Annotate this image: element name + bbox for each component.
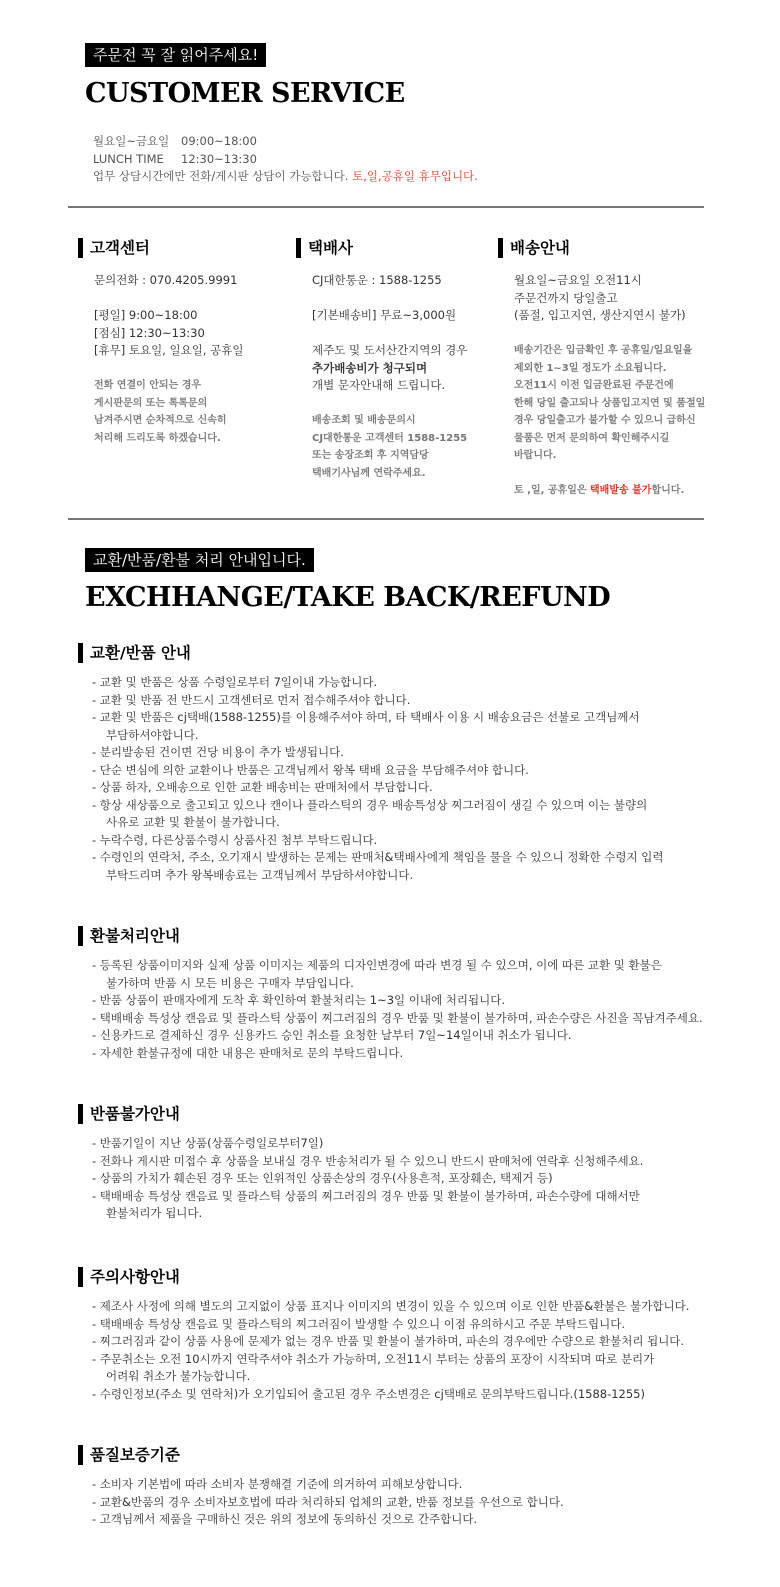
island-line: 개별 문자안내해 드립니다. <box>312 378 446 392</box>
shipping-fee: [기본배송비] 무료~3,000원 <box>312 308 457 322</box>
courier-note-line: CJ대한통운 고객센터 1588-1255 <box>312 432 468 444</box>
courier-heading: 택배사 <box>296 238 496 258</box>
center-note-line: 전화 연결이 안되는 경우 <box>94 380 202 391</box>
shipping-note-line: 배송기간은 입금확인 후 공휴일/일요일을 <box>514 345 693 356</box>
shipping-line: 주문건까지 당일출고 <box>514 290 618 305</box>
customer-center-column <box>78 238 288 447</box>
courier-company: CJ대한통운 : 1588-1255 <box>312 273 442 287</box>
list-item: - 교환 및 반품 전 반드시 고객센터로 먼저 접수해주셔야 합니다. <box>92 692 411 707</box>
list-item: 어려워 취소가 불가능합니다. <box>106 1369 251 1383</box>
list-item: 부담하셔야합니다. <box>106 727 199 742</box>
divider <box>68 518 704 520</box>
list-item: - 단순 변심에 의한 교환이나 반품은 고객님께서 왕복 택배 요금을 부담해주셔야 합니다. <box>92 762 529 777</box>
list-item: - 교환 및 반품은 cj택배(1588-1255)를 이용해주셔야 하며, 타 택배사 이용 시 배송요금은 선불로 고객님께서 <box>92 710 640 724</box>
list-item: 부탁드리며 추가 왕복배송료는 고객님께서 부담하셔야합니다. <box>106 867 414 882</box>
list-item: - 항상 새상품으로 출고되고 있으나 캔이나 플라스틱의 경우 배송특성상 찌그러짐이 생길 수 있으며 이는 불량의 <box>92 797 648 812</box>
holiday-post: 합니다. <box>651 485 685 496</box>
list-item: - 신용카드로 결제하신 경우 신용카드 승인 취소를 요청한 날부터 7일~14일이내 취소가 됩니다. <box>92 1028 572 1042</box>
hours-row-lunch <box>93 151 478 169</box>
policy-section <box>78 643 718 884</box>
policy-section <box>78 926 718 1062</box>
policy-section <box>78 1267 718 1403</box>
shipping-note-line: 물품은 먼저 문의하여 확인해주시길 <box>514 432 670 444</box>
customer-center-heading: 고객센터 <box>78 238 288 258</box>
list-item: - 주문취소는 오전 10시까지 연락주셔야 취소가 가능하며, 오전11시 부터는 상품의 포장이 시작되며 따로 분리가 <box>92 1351 655 1366</box>
section-heading: 교환/반품 안내 <box>78 643 718 663</box>
exchange-title: EXCHHANGE/TAKE BACK/REFUND <box>85 582 611 613</box>
hours-value: 09:00~18:00 <box>181 134 257 148</box>
courier-note-line: 또는 송장조회 후 지역담당 <box>312 450 429 461</box>
customer-service-title: CUSTOMER SERVICE <box>85 78 405 109</box>
business-hours <box>93 133 478 186</box>
shipping-info-column <box>498 238 738 500</box>
hours-value: 12:30~13:30 <box>181 151 257 166</box>
center-note-line: 남겨주시면 순차적으로 신속히 <box>94 415 227 426</box>
list-item: - 찌그러짐과 같이 상품 사용에 문제가 없는 경우 반품 및 환불이 불가하며, 파손의 경우에만 수량으로 환불처리 됩니다. <box>92 1334 685 1348</box>
hours-label: LUNCH TIME <box>93 151 164 166</box>
list-item: 불가하며 반품 시 모든 비용은 구매자 부담입니다. <box>106 975 354 990</box>
island-line: 제주도 및 도서산간지역의 경우 <box>312 343 468 357</box>
shipping-note-line: 제외한 1~3일 정도가 소요됩니다. <box>514 362 667 374</box>
schedule-weekday: [평일] 9:00~18:00 <box>94 308 198 322</box>
hours-label: 월요일~금요일 <box>93 134 170 148</box>
shipping-line: 월요일~금요일 오전11시 <box>514 273 642 287</box>
list-item: - 전화나 게시판 미접수 후 상품을 보내실 경우 반송처리가 될 수 있으니 반드시 판매처에 연락후 신청해주세요. <box>92 1153 644 1168</box>
courier-column <box>296 238 496 482</box>
list-item: - 택배배송 특성상 캔음료 및 플라스틱 상품이 찌그러짐의 경우 반품 및 환불이 불가하며, 파손수량은 사진을 꼭남겨주세요. <box>92 1010 703 1025</box>
section-list <box>78 1135 718 1223</box>
phone-number: 문의전화 : 070.4205.9991 <box>94 273 238 287</box>
section-list <box>78 1298 718 1403</box>
holiday-closed-text: 토,일,공휴일 휴무입니다. <box>352 169 478 183</box>
hours-row-weekday <box>93 133 478 151</box>
schedule-lunch: [점심] 12:30~13:30 <box>94 325 205 340</box>
list-item: - 제조사 사정에 의해 별도의 고지없이 상품 표지나 이미지의 변경이 있을 수 있으며 이로 인한 반품&환불은 불가합니다. <box>92 1299 690 1313</box>
shipping-line: (품절, 입고지연, 생산지연시 불가) <box>514 308 686 322</box>
policy-section <box>78 1445 718 1529</box>
island-line: 추가배송비가 청구되며 <box>312 360 428 375</box>
section-list <box>78 1476 718 1529</box>
shipping-info-heading: 배송안내 <box>498 238 738 258</box>
courier-note-line: 택배기사님께 연락주세요. <box>312 467 426 479</box>
divider <box>68 206 704 208</box>
list-item: - 교환 및 반품은 상품 수령일로부터 7일이내 가능합니다. <box>92 675 378 689</box>
list-item: - 택배배송 특성상 캔음료 및 플라스틱의 찌그러짐이 발생할 수 있으니 이점 유의하시고 주문 부탁드립니다. <box>92 1316 626 1331</box>
section-list <box>78 957 718 1062</box>
notice-text: 업무 상담시간에만 전화/게시판 상담이 가능합니다. <box>93 169 349 183</box>
list-item: - 고객님께서 제품을 구매하신 것은 위의 정보에 동의하신 것으로 간주합니다. <box>92 1512 478 1526</box>
holiday-pre: 토 ,일, 공휴일은 <box>514 485 591 496</box>
shipping-note-line: 오전11시 이전 입금완료된 주문건에 <box>514 380 674 391</box>
list-item: - 반품기일이 지난 상품(상품수령일로부터7일) <box>92 1136 324 1150</box>
center-note-line: 처리해 드리도록 하겠습니다. <box>94 432 221 444</box>
list-item: - 소비자 기본법에 따라 소비자 분쟁해결 기준에 의거하여 피해보상합니다. <box>92 1477 463 1491</box>
section-heading: 주의사항안내 <box>78 1267 718 1287</box>
list-item: - 누락수령, 다른상품수령시 상품사진 첨부 부탁드립니다. <box>92 832 378 847</box>
list-item: 사유로 교환 및 환불이 불가합니다. <box>106 815 280 829</box>
section-heading: 품질보증기준 <box>78 1445 718 1465</box>
no-shipping-text: 택배발송 불가 <box>590 485 652 496</box>
holiday-shipping-note <box>514 482 738 500</box>
list-item: - 상품 하자, 오배송으로 인한 교환 배송비는 판매처에서 부담합니다. <box>92 780 433 794</box>
list-item: - 상품의 가치가 훼손된 경우 또는 인위적인 상품손상의 경우(사용흔적, 포장훼손, 택제거 등) <box>92 1171 553 1185</box>
shipping-note-line: 한해 당일 출고되나 상품입고지연 및 품절일 <box>514 397 706 409</box>
list-item: - 수령인의 연락처, 주소, 오기재시 발생하는 문제는 판매처&택배사에게 책임을 물을 수 있으니 정확한 수령지 입력 <box>92 850 664 864</box>
section-list <box>78 674 718 884</box>
list-item: - 분리발송된 건이면 건당 비용이 추가 발생됩니다. <box>92 745 344 759</box>
list-item: - 자세한 환불규정에 대한 내용은 판매처로 문의 부탁드립니다. <box>92 1045 404 1060</box>
exchange-badge: 교환/반품/환불 처리 안내입니다. <box>85 548 314 572</box>
schedule-holiday: [휴무] 토요일, 일요일, 공휴일 <box>94 343 244 357</box>
section-heading: 반품불가안내 <box>78 1104 718 1124</box>
courier-note-line: 배송조회 및 배송문의시 <box>312 415 416 426</box>
policy-section <box>78 1104 718 1223</box>
section-heading: 환불처리안내 <box>78 926 718 946</box>
notice-badge: 주문전 꼭 잘 읽어주세요! <box>85 43 266 67</box>
shipping-note-line: 바랍니다. <box>514 450 557 461</box>
hours-notice <box>93 168 478 186</box>
list-item: - 반품 상품이 판매자에게 도착 후 확인하여 환불처리는 1~3일 이내에 처리됩니다. <box>92 993 506 1007</box>
list-item: 환불처리가 됩니다. <box>106 1206 203 1220</box>
list-item: - 수령인정보(주소 및 연락처)가 오기입되어 출고된 경우 주소변경은 cj택배로 문의부탁드립니다.(1588-1255) <box>92 1386 645 1401</box>
list-item: - 택배배송 특성상 캔음료 및 플라스틱 상품의 찌그러짐의 경우 반품 및 환불이 불가하며, 파손수량에 대해서만 <box>92 1188 640 1203</box>
center-note-line: 게시판문의 또는 톡톡문의 <box>94 397 208 409</box>
list-item: - 등록된 상품이미지와 실제 상품 이미지는 제품의 디자인변경에 따라 변경 될 수 있으며, 이에 따른 교환 및 환불은 <box>92 958 662 972</box>
shipping-note-line: 경우 당일출고가 불가할 수 있으니 급하신 <box>514 415 696 426</box>
list-item: - 교환&반품의 경우 소비자보호법에 따라 처리하되 업체의 교환, 반품 정보를 우선으로 합니다. <box>92 1494 564 1509</box>
